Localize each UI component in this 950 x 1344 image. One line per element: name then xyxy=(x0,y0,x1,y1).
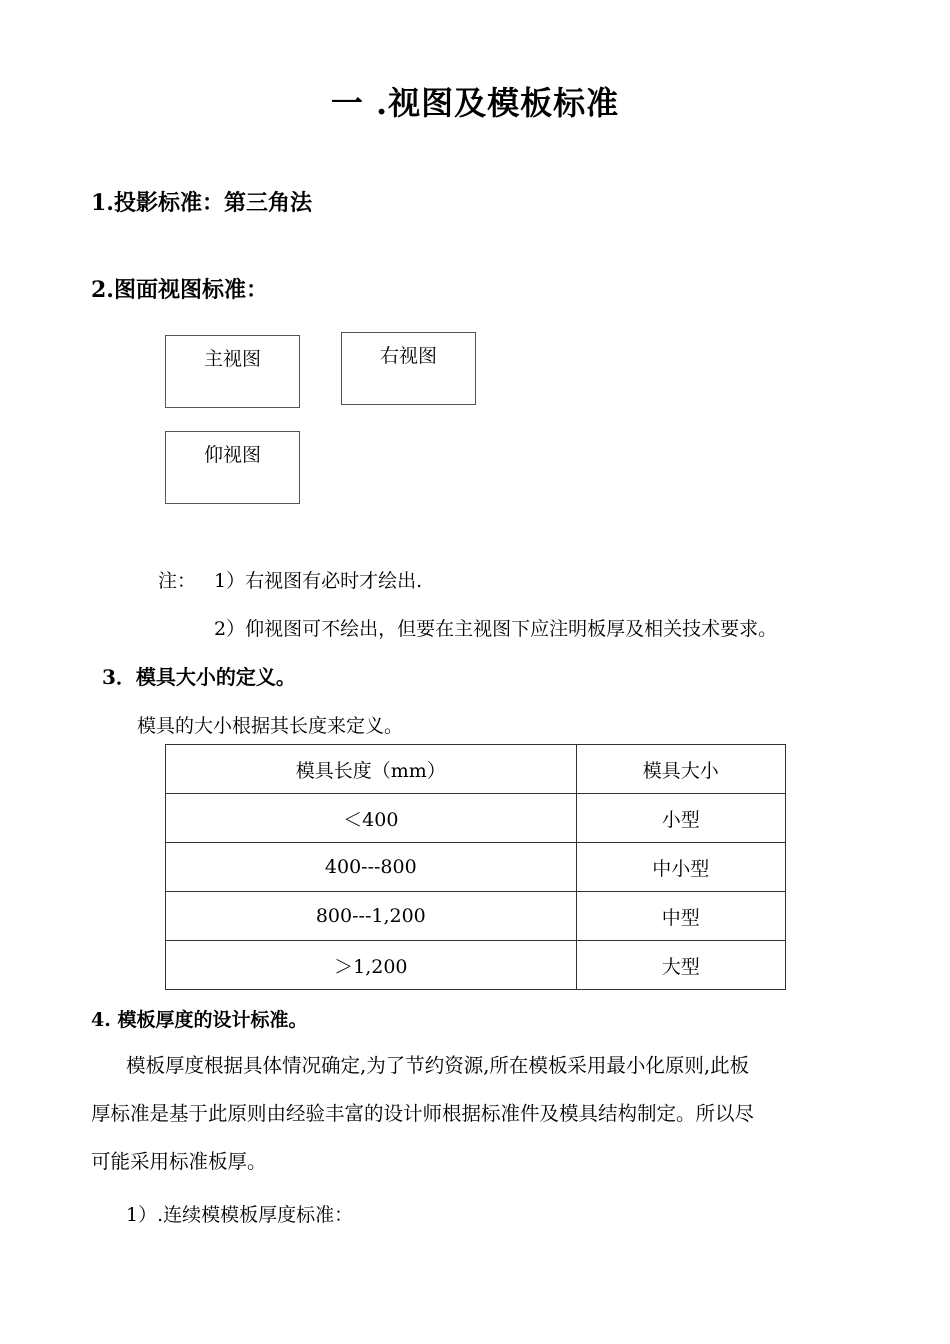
table-cell: 中小型 xyxy=(576,843,785,892)
table-cell: ＞1,200 xyxy=(166,941,577,990)
table-row xyxy=(166,843,786,892)
front-view-label: 主视图 xyxy=(203,348,261,370)
section-4-paragraph-line-2: 厚标准是基于此原则由经验丰富的设计师根据标准件及模具结构制定。所以尽 xyxy=(91,1102,755,1125)
section-4-sub-1: 1）.连续模模板厚度标准： xyxy=(126,1204,354,1226)
table-cell: 大型 xyxy=(576,941,785,990)
table-cell: 小型 xyxy=(576,794,785,843)
header-mold-length: 模具长度（mm） xyxy=(166,745,577,794)
front-view-box xyxy=(165,335,300,408)
right-view-box xyxy=(341,332,476,405)
note-1: 1）右视图有必时才绘出. xyxy=(214,570,423,592)
section-4-paragraph-line-3: 可能采用标准板厚。 xyxy=(91,1150,267,1173)
section-4-heading: 4. 模板厚度的设计标准。 xyxy=(91,1009,308,1031)
header-mold-size: 模具大小 xyxy=(576,745,785,794)
table-cell: 400---800 xyxy=(166,843,577,892)
table-row xyxy=(166,941,786,990)
section-2-heading: 2.图面视图标准： xyxy=(91,277,268,303)
section-3-intro: 模具的大小根据其长度来定义。 xyxy=(137,715,404,737)
section-4-paragraph-line-1: 模板厚度根据具体情况确定,为了节约资源,所在模板采用最小化原则,此板 xyxy=(126,1054,750,1077)
page-title: 一 .视图及模板标准 xyxy=(330,84,620,122)
note-label: 注： xyxy=(158,570,197,592)
table-cell: 中型 xyxy=(576,892,785,941)
section-3-heading: 3．模具大小的定义。 xyxy=(102,665,296,689)
table-row xyxy=(166,794,786,843)
table-row xyxy=(166,892,786,941)
mold-size-table xyxy=(165,744,786,990)
bottom-view-label: 仰视图 xyxy=(203,444,261,466)
table-cell: ＜400 xyxy=(166,794,577,843)
table-cell: 800---1,200 xyxy=(166,892,577,941)
right-view-label: 右视图 xyxy=(379,345,437,367)
note-2: 2）仰视图可不绘出，但要在主视图下应注明板厚及相关技术要求。 xyxy=(214,618,778,640)
section-1-heading: 1.投影标准：第三角法 xyxy=(91,190,312,216)
table-header-row xyxy=(166,745,786,794)
bottom-view-box xyxy=(165,431,300,504)
